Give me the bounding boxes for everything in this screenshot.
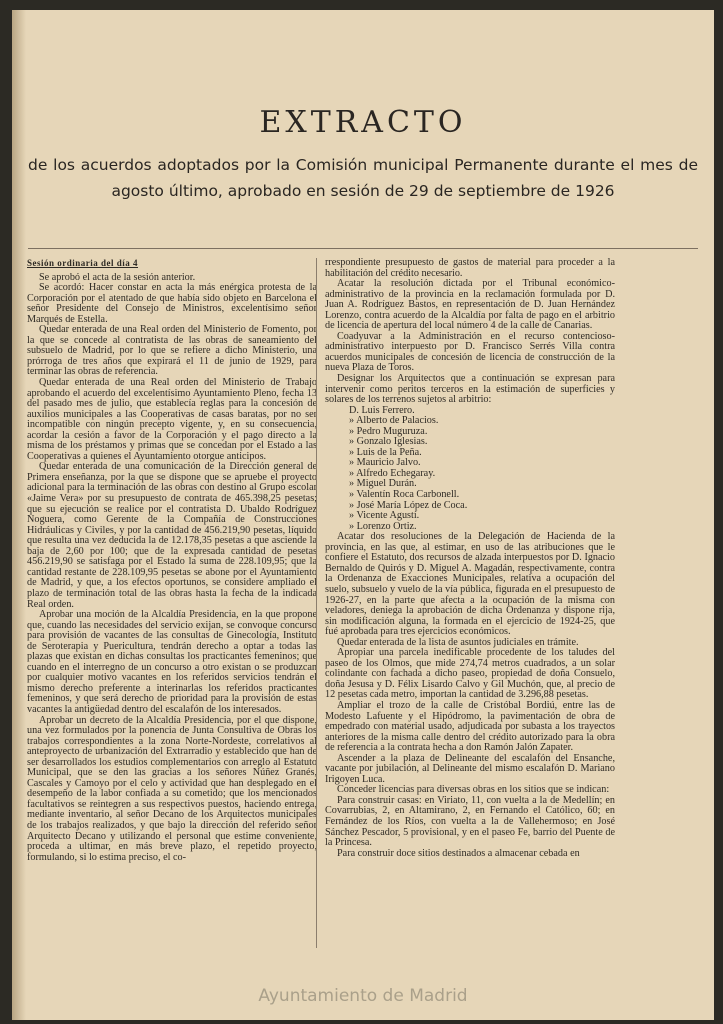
paragraph: Quedar enterada de la lista de asuntos judiciales en trámite. xyxy=(337,636,579,648)
list-item: » Mauricio Jalvo. xyxy=(349,457,421,469)
list-item: » Lorenzo Ortiz. xyxy=(349,520,417,532)
list-item: D. Luis Ferrero. xyxy=(349,404,415,416)
paragraph: Se acordó: Hacer constar en acta la más enérgica protesta de la Corporación por el atentado de que había sido objeto en Barcelona el señor Presidente del Consejo de Ministros, excelentísimo señor Marqués de Estella. xyxy=(27,282,317,325)
right-column xyxy=(325,258,615,859)
list-item: » José María López de Coca. xyxy=(349,499,468,511)
list-item: » Pedro Muguruza. xyxy=(349,425,428,437)
list-item: » Valentín Roca Carbonell. xyxy=(349,489,460,501)
session-heading: Sesión ordinaria del día 4 xyxy=(27,258,139,268)
title-divider xyxy=(28,248,698,249)
architect-list xyxy=(325,406,615,533)
document-subtitle: de los acuerdos adoptados por la Comisión municipal Permanente durante el mes de agosto último, aprobado en sesión de 29 de septiembre de 1926 xyxy=(28,156,698,200)
paragraph: Ascender a la plaza de Delineante del escalafón del Ensanche, vacante por jubilación, al Delineante del mismo escalafón D. Mariano Irigoyen Luca. xyxy=(325,752,615,785)
watermark: Ayuntamiento de Madrid xyxy=(258,986,468,1006)
paragraph: Para construir casas: en Viriato, 11, con vuelta a la de Medellín; en Covarrubias, 2, en Altamirano, 2, en Fernando el Católico, 60; en Fernández de los Ríos, con vuelta a la de Vallehermoso; en José Sánchez Pescador, 5 provisional, y en el paseo Fe, barrio del Puente de la Princesa. xyxy=(325,794,615,849)
paragraph: Designar los Arquitectos que a continuación se expresan para intervenir como peritos terceros en la estimación de superficies y solares de los terrenos sujetos al arbitrio: xyxy=(325,373,615,406)
column-divider xyxy=(316,258,317,948)
paragraph: Se aprobó el acta de la sesión anterior. xyxy=(39,271,196,283)
list-item: » Miguel Durán. xyxy=(349,478,417,490)
paragraph: Aprobar un decreto de la Alcaldía Presidencia, por el que dispone, una vez formulados por la ponencia de Junta Consultiva de Obras los trabajos correspondientes a la zona Norte-Nordeste, correlativos al anteproyecto de urbanización del Extrarradio y establecido que han de ser desarrollados los estudios complementarios con arreglo al Estatuto Municipal, que se den las gracias a los señores Núñez Granés, Cascales y Camoyo por el celo y actividad que han desplegado en el desempeño de la labor confiada a su cometido; que los mencionados facultativos se reintegren a sus respectivos puestos, haciendo entrega, mediante inventario, al señor Decano de los Arquitectos municipales de los trabajos realizados, y que bajo la dirección del referido señor Arquitecto Decano y utilizando el personal que estime conveniente, proceda a ultimar, en más breve plazo, el repetido proyecto, formulando, si lo estima preciso, el co- xyxy=(27,714,317,863)
list-item: » Gonzalo Iglesias. xyxy=(349,436,428,448)
paragraph: Acatar dos resoluciones de la Delegación de Hacienda de la provincia, en las que, al estimar, en uso de las atribuciones que le confiere el Estatuto, dos recursos de alzada interpuestos por D. Ignacio Bernaldo de Quirós y D. Miguel A. Magadán, respectivamente, contra la Ordenanza de Exacciones Municipales, relativa a ocupación del suelo, subsuelo y vuelo de la vía pública, figurada en el presupuesto de 1926-27, en la parte que afecta a la ocupación de la misma con veladores, deniega la aprobación de dicha Ordenanza y dispone rija, sin modificación alguna, la formada en el ejercicio de 1924-25, que fué aprobada para tres ejercicios económicos. xyxy=(325,531,615,638)
paragraph: Quedar enterada de una comunicación de la Dirección general de Primera enseñanza, por la que se dispone que se apruebe el proyecto adicional para la terminación de las obras con destino al Grupo escolar «Jaime Vera» por su presupuesto de contrata de 465.398,25 pesetas; que su ejecución se realice por el contratista D. Ubaldo Rodríguez Noguera, como Gerente de la Compañía de Construcciones Hidráulicas y Civiles, y por la cantidad de 456.219,90 pesetas, líquido que resulta una vez deducida la de 12.178,35 pesetas a que asciende la baja de 2,60 por 100; que de la expresada cantidad de pesetas 456.219,90 se satisfaga por el Estado la suma de 228.109,95; que la cantidad restante de 228.109,95 pesetas se abone por el Ayuntamiento de Madrid, y que, a los efectos oportunos, se considere ampliado el plazo de terminación total de las obras hasta la fecha de la indicada Real orden. xyxy=(27,461,317,610)
document-page xyxy=(12,10,714,1020)
list-item: » Vicente Agustí. xyxy=(349,510,420,522)
paragraph: Apropiar una parcela inedificable procedente de los taludes del paseo de los Olmos, que mide 274,74 metros cuadrados, a un solar colindante con fachada a dicho paseo, propiedad de doña Consuelo, doña Jesusa y D. Félix Lisardo Calvo y Gil Muchón, que, al precio de 12 pesetas cada metro, importan la cantidad de 3.296,88 pesetas. xyxy=(325,647,615,701)
paragraph: Quedar enterada de una Real orden del Ministerio de Trabajo aprobando el acuerdo del excelentísimo Ayuntamiento Pleno, fecha 13 del pasado mes de julio, que establecía reglas para la concesión de auxilios municipales a las Cooperativas de casas baratas, por no ser incompatible con ningún precepto vigente, y, en su consecuencia, acordar la cesión a favor de la Corporación y el pago directo a la misma de los préstamos y primas que se concedan por el Estado a las Cooperativas a quienes el Ayuntamiento otorgue anticipos. xyxy=(27,377,317,462)
left-column xyxy=(27,258,317,863)
list-item: » Luis de la Peña. xyxy=(349,446,422,458)
paragraph: Acatar la resolución dictada por el Tribunal económico-administrativo de la provincia en la reclamación formulada por D. Juan A. Rodríguez Bastos, en representación de D. Juan Hernández Lorenzo, contra acuerdo de la Alcaldía por falta de pago en el arbitrio de licencia de apertura del local número 4 de la calle de Canarias. xyxy=(325,278,615,332)
paragraph: Aprobar una moción de la Alcaldía Presidencia, en la que propone que, cuando las necesidades del servicio exijan, se convoque concurso para provisión de vacantes de las consultas de Ginecología, Instituto de Seroterapia y Puericultura, tendrán derecho a optar a todas las plazas que existan en dichas consultas los practicantes femeninos; que cuando en el interregno de un concurso a otro existan o se produzcan por cualquier motivo vacantes en los referidos servicios tendrán el mismo derecho preferente a interinarlas los referidos practicantes femeninos, y que será derecho de prioridad para la provisión de estas vacantes la antigüedad dentro del escalafón de los interesados. xyxy=(27,609,317,715)
paragraph: Coadyuvar a la Administración en el recurso contencioso-administrativo interpuesto por D. Francisco Serrés Villa contra acuerdos municipales de concesión de licencia de construcción de la nueva Plaza de Toros. xyxy=(325,330,615,374)
paragraph: Quedar enterada de una Real orden del Ministerio de Fomento, por la que se concede al contratista de las obras de saneamiento del subsuelo de Madrid, por lo que se refiere a dicho Ministerio, una prórroga de tres años que expirará el 11 de junio de 1929, para terminar las obras de referencia. xyxy=(27,324,317,378)
paragraph: rrespondiente presupuesto de gastos de material para proceder a la habilitación del crédito necesario. xyxy=(325,257,615,279)
paragraph: Para construir doce sitios destinados a almacenar cebada en xyxy=(337,847,580,859)
list-item: » Alfredo Echegaray. xyxy=(349,467,436,479)
paragraph: Ampliar el trozo de la calle de Cristóbal Bordiú, entre las de Modesto Lafuente y el Hipódromo, la pavimentación de obra de empedrado con material usado, adjudicada por subasta a los trayectos anteriores de la misma calle dentro del crédito autorizado para la obra de referencia a la contrata hecha a don Ramón Jalón Zapater. xyxy=(325,699,615,754)
list-item: » Alberto de Palacios. xyxy=(349,415,439,427)
document-title: EXTRACTO xyxy=(259,105,467,140)
paragraph: Conceder licencias para diversas obras en los sitios que se indican: xyxy=(337,784,610,796)
